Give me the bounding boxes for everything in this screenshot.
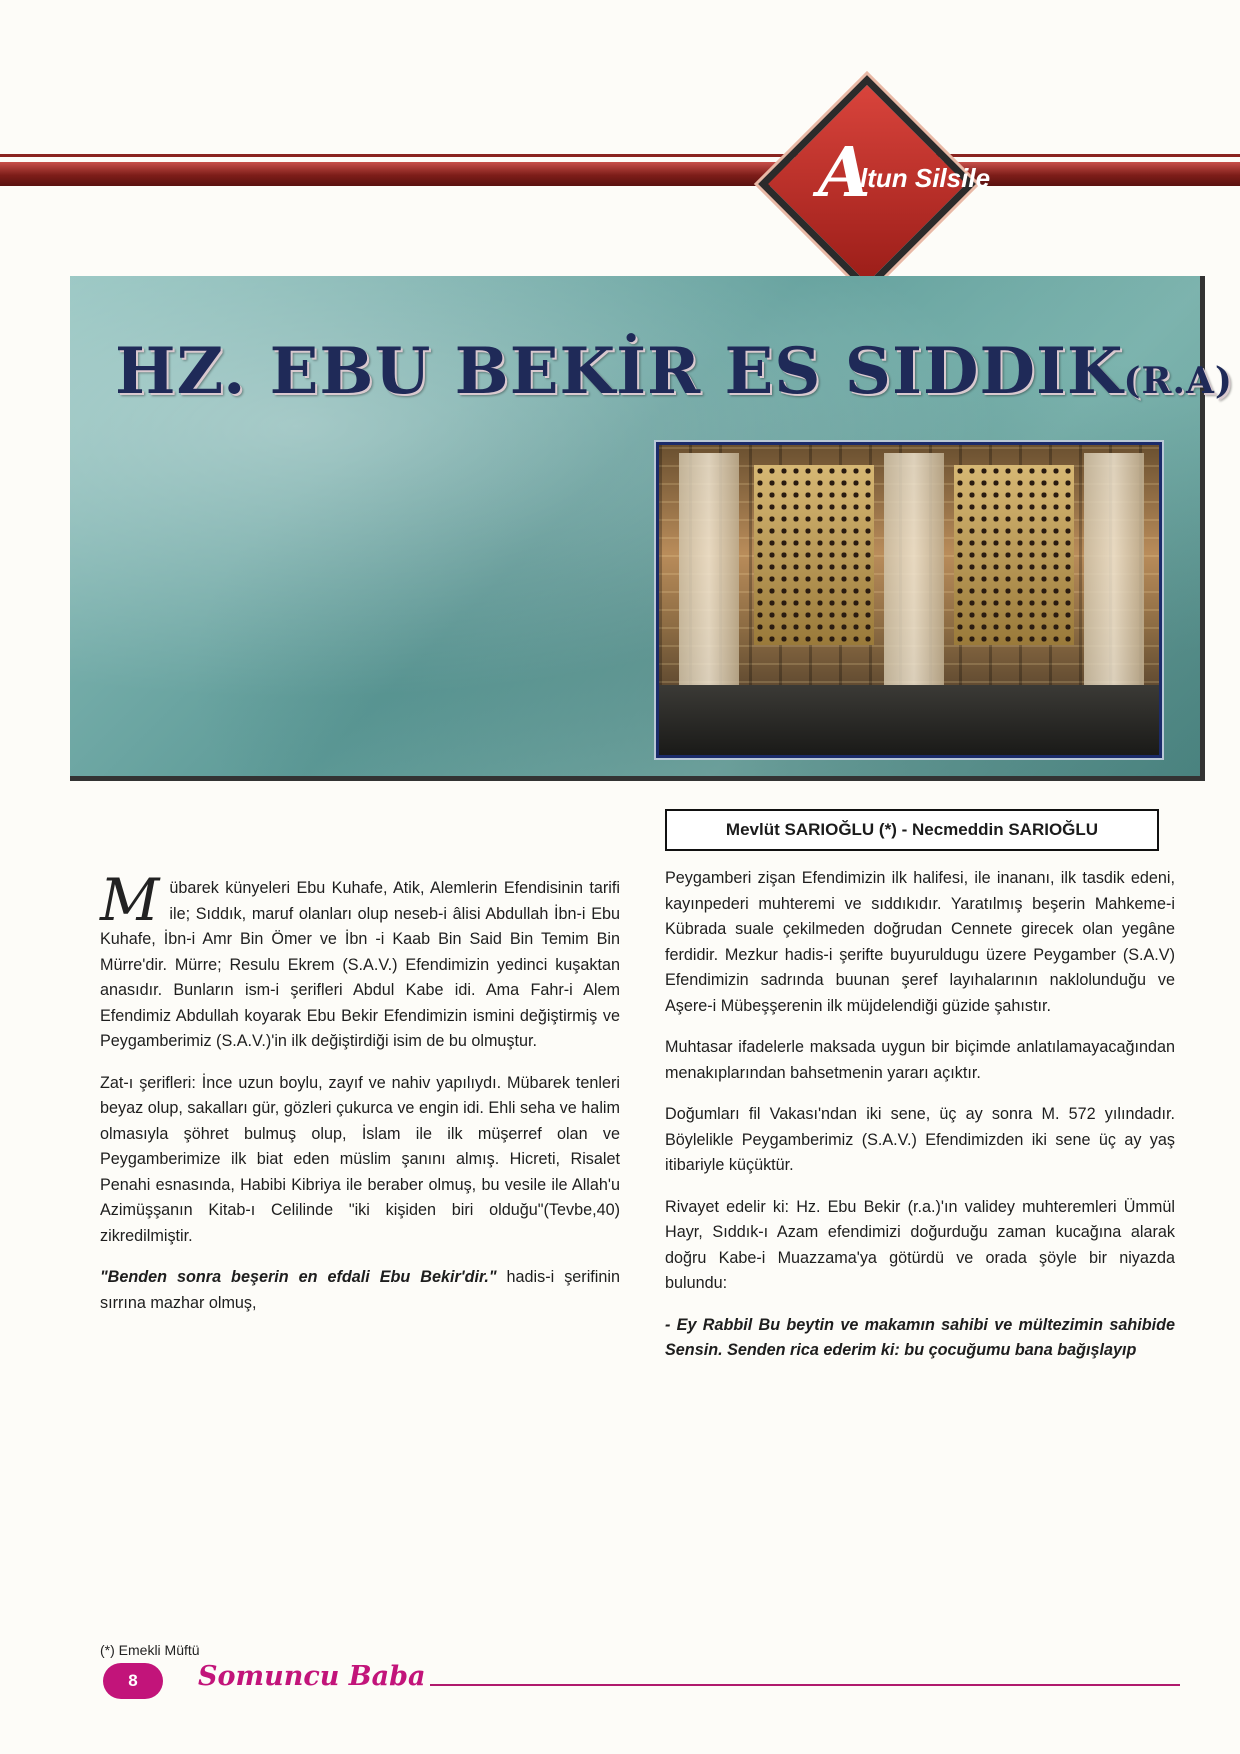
paragraph: Muhtasar ifadelerle maksada uygun bir biçimde anlatılamayacağından menakıplarından bahsetmenin yararı açıktır. bbox=[665, 1038, 1175, 1082]
article-title-main: HZ. EBU BEKİR ES SIDDIK bbox=[115, 334, 1124, 409]
paragraph: Zat-ı şerifleri: İnce uzun boylu, zayıf ve nahiv yapılıydı. Mübarek tenleri beyaz olup, sakalları gür, gözleri çukurca ve engin idi. Ehli seha ve halim olmasıyla şöhret bulmuş olup, İslam ile ilk müşerref olan ve Peygamberimize ilk biat eden müslim şanını almış. Hicreti, Risalet Penahi esnasında, Habibi Kibriya ile beraber olmuş, bu vesile ile Allah'u Azimüşşanın Kitab-ı Celilinde "iki kişiden biri olduğu"(Tevbe,40) zikredilmiştir. bbox=[100, 1073, 620, 1245]
paragraph bbox=[100, 866, 620, 1055]
magazine-name: Somuncu Baba bbox=[198, 1661, 426, 1692]
article-title-suffix: (R.A) bbox=[1123, 360, 1233, 402]
footnote: (*) Emekli Müftü bbox=[100, 1642, 200, 1658]
paragraph: Peygamberi zişan Efendimizin ilk halifesi, ile inananı, ilk tasdik edeni, kayınpederi muhteremi ve sıddıkıdır. Yaratılmış beşerin Mahkeme-i Kübrada suale çekilmeden doğrudan Cennete girecek olan yegâne ferdidir. Mezkur hadis-i şerifte buyuruldugu üzere Peygamber (S.A.V) Efendimizin sadrında buunan şeref layıhalarının naklolunduğu ve Aşere-i Mübeşşerenin ilk müjdelendiği güzide şahıstır. bbox=[665, 869, 1175, 1015]
title-panel bbox=[70, 276, 1233, 781]
photo-floor bbox=[659, 685, 1159, 755]
drop-cap: M bbox=[100, 866, 160, 934]
left-column bbox=[100, 866, 620, 1332]
photo-grille bbox=[954, 465, 1074, 645]
article-title bbox=[115, 334, 1233, 409]
series-banner-band bbox=[0, 162, 1240, 186]
series-name: ltun Silsile bbox=[860, 163, 991, 193]
series-badge bbox=[760, 77, 991, 277]
paragraph: Rivayet edelir ki: Hz. Ebu Bekir (r.a.)'ın validey muhteremleri Ümmül Hayr, Sıddık-ı Azam efendimizi doğurduğu zaman kucağına alarak doğru Kabe-i Muazzama'ya götürdü ve orada şöyle bir niyazda bulundu: bbox=[665, 1197, 1175, 1292]
page-number: 8 bbox=[103, 1663, 163, 1699]
mosque-interior-photo bbox=[656, 442, 1162, 758]
paragraph: Doğumları fil Vakası'ndan iki sene, üç ay sonra M. 572 yılındadır. Böylelikle Peygamberimiz (S.A.V.) Efendimizden iki sene üç ay yaş itibariyle küçüktür. bbox=[665, 1105, 1175, 1174]
prayer-quote: - Ey Rabbil Bu beytin ve makamın sahibi ve mültezimin sahibide Sensin. Senden rica ederim ki: bu çocuğumu bana bağışlayıp bbox=[665, 1315, 1175, 1359]
paragraph-text: hadis-i şerifinin sırrına mazhar olmuş, bbox=[100, 1268, 620, 1312]
paragraph-text: übarek künyeleri Ebu Kuhafe, Atik, Alemlerin Efendisinin tarifi ile; Sıddık, maruf olanları olup neseb-i âlisi Abdullah İbn-i Ebu Kuhafe, İbn-i Amr Bin Ömer ve İbn -i Kaab Bin Said Bin Temim Bin Mürre'dir. Mürre; Resulu Ekrem (S.A.V.) Efendimizin yedinci kuşaktan anasıdır. Bunların ism-i şerifleri Abdul Kabe idi. Ama Fahr-i Alem Efendimiz Abdullah koyarak Ebu Bekir Efendimizin ismini değiştirmiş ve Peygamberimiz (S.A.V.)'in ilk değiştirdiği isim de bu olmuştur. bbox=[100, 879, 620, 1050]
hadith-quote: "Benden sonra beşerin en efdali Ebu Bekir'dir." bbox=[100, 1268, 497, 1286]
series-initial: A bbox=[818, 133, 871, 213]
author-byline: Mevlüt SARIOĞLU (*) - Necmeddin SARIOĞLU bbox=[665, 809, 1159, 851]
photo-grille bbox=[754, 465, 874, 645]
right-column bbox=[665, 866, 1175, 1380]
paragraph bbox=[100, 1265, 620, 1316]
banner-top-line bbox=[0, 154, 1240, 157]
footer-rule bbox=[430, 1684, 1180, 1686]
